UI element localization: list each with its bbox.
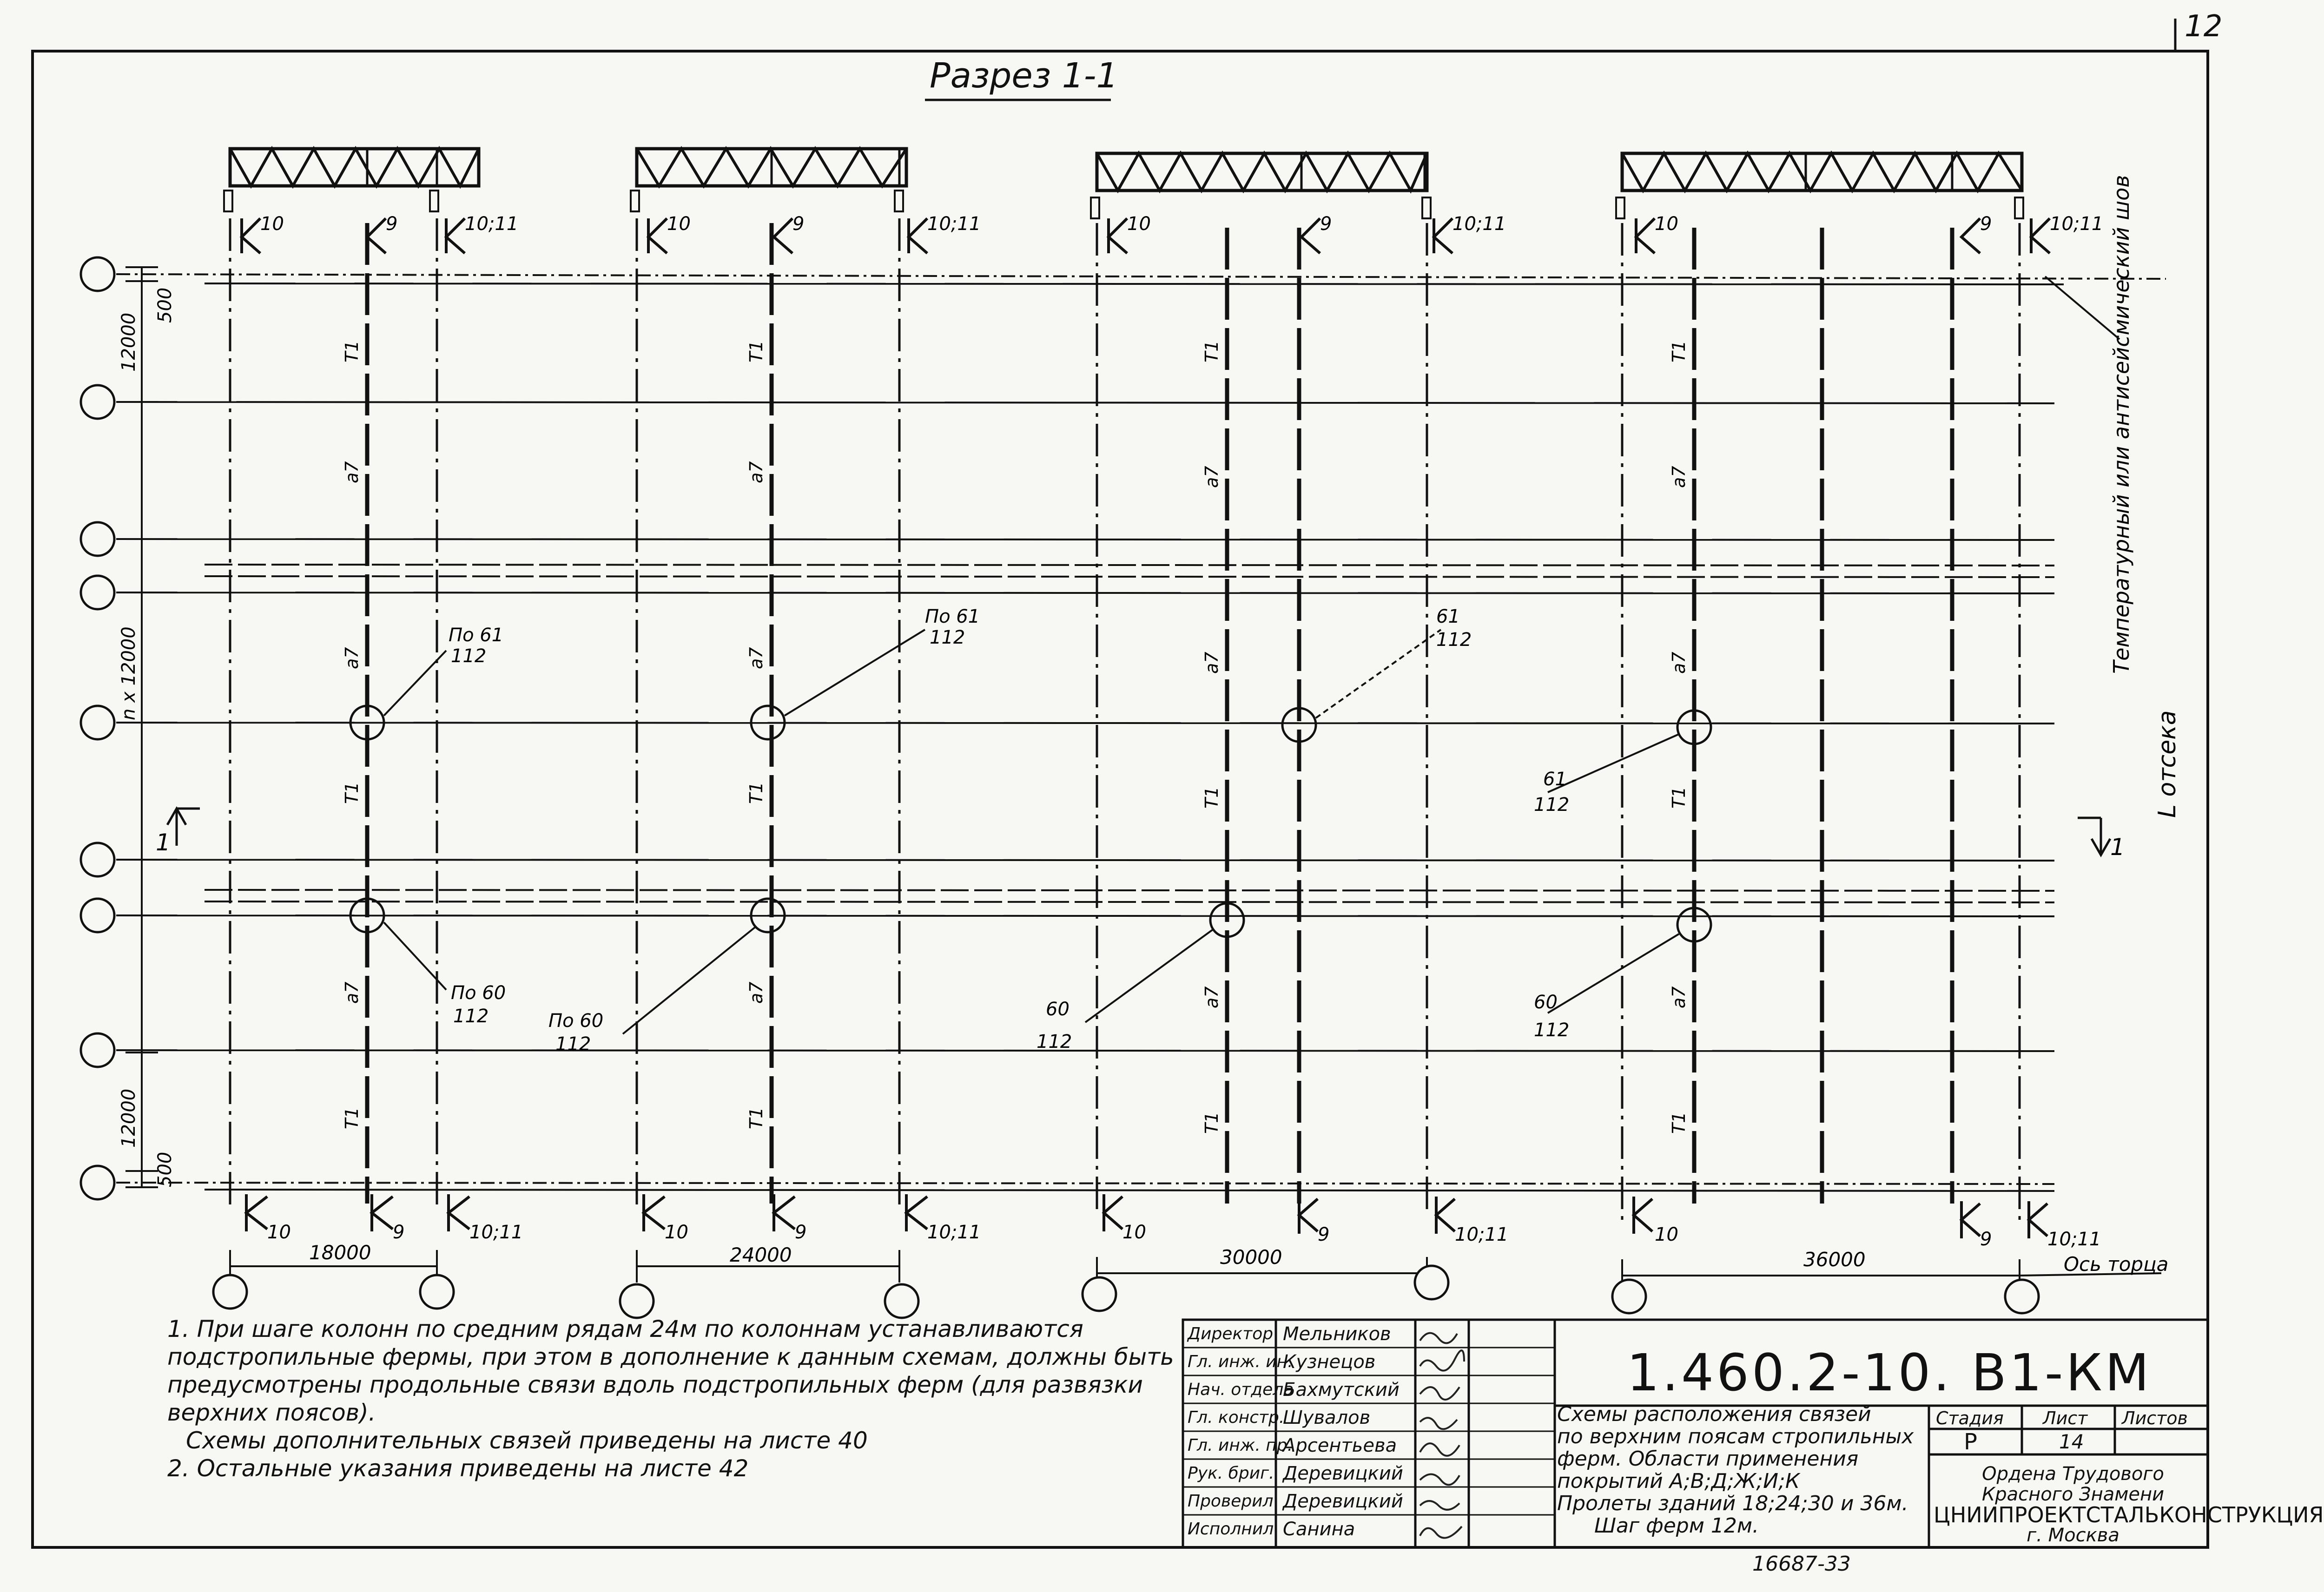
member-label: Т1 xyxy=(342,1107,362,1129)
member-label: а7 xyxy=(746,981,766,1004)
member-label: Т1 xyxy=(1202,1112,1222,1134)
dim-12000-top: 12000 xyxy=(118,312,139,372)
callout-upper-top: 61 xyxy=(1436,606,1460,627)
scheme-30000 xyxy=(1083,153,1455,1311)
role-chief-designer: Гл. констр. xyxy=(1188,1408,1285,1427)
mark-bottom: 9 xyxy=(393,1222,405,1243)
member-label: Т1 xyxy=(1669,340,1689,362)
mark-top: 10 xyxy=(1655,213,1678,235)
callout-lower-top: По 60 xyxy=(451,982,506,1004)
role-project-engineer: Гл. инж. пр. xyxy=(1188,1436,1293,1455)
dim-12000-bottom: 12000 xyxy=(118,1088,139,1148)
member-label: а7 xyxy=(1669,651,1689,674)
callout-lower-top: По 60 xyxy=(548,1010,604,1032)
name-chief-engineer: Кузнецов xyxy=(1283,1351,1376,1373)
callout-upper-top: 61 xyxy=(1543,769,1567,790)
title-block-rows xyxy=(1183,1348,1555,1515)
mark-top: 9 xyxy=(1320,213,1332,235)
span-label: 18000 xyxy=(309,1241,371,1264)
org-line-2: ЦНИИПРОЕКТСТАЛЬКОНСТРУКЦИЯ xyxy=(1934,1502,2324,1527)
member-label: а7 xyxy=(342,461,362,483)
org-line-3: г. Москва xyxy=(2027,1525,2119,1546)
stage-label: Стадия xyxy=(1936,1408,2004,1428)
member-label: а7 xyxy=(746,461,766,483)
mark-top: 9 xyxy=(386,213,398,235)
name-checked: Деревицкий xyxy=(1283,1491,1403,1512)
member-label: Т1 xyxy=(342,782,362,804)
desc-line: ферм. Области применения xyxy=(1557,1447,1859,1471)
mark-top: 9 xyxy=(792,213,805,235)
name-director: Мельников xyxy=(1283,1323,1391,1345)
mark-bottom: 10;11 xyxy=(469,1222,523,1243)
mark-bottom: 9 xyxy=(1318,1224,1330,1245)
mark-bottom: 10 xyxy=(1122,1222,1146,1243)
callout-lower-bottom: 112 xyxy=(1534,1020,1570,1041)
mark-top: 10 xyxy=(260,213,284,235)
mark-top: 9 xyxy=(1980,213,1992,235)
member-label: Т1 xyxy=(746,782,766,804)
mark-top: 10;11 xyxy=(927,213,981,235)
name-project-engineer: Арсентьева xyxy=(1283,1435,1397,1456)
note-1: 1. При шаге колонн по средним рядам 24м по колоннам устанавливаются подстропильные фермы, при этом в дополнение к данным схемам, должны быть предусмотрены продольные связи вдоль подстропильных ферм (для развязки верхних поясов). xyxy=(167,1316,1174,1426)
section-title: Разрез 1-1 xyxy=(930,56,1118,96)
mark-bottom: 9 xyxy=(1980,1229,1992,1250)
mark-bottom: 10;11 xyxy=(1455,1224,1509,1245)
row-axis-bubbles xyxy=(81,257,114,1199)
role-chief-engineer: Гл. инж. ин. xyxy=(1188,1352,1293,1371)
member-label: а7 xyxy=(1202,986,1222,1008)
name-chief-designer: Шувалов xyxy=(1283,1407,1371,1428)
document-description xyxy=(1557,1403,1929,1537)
desc-line: Схемы расположения связей xyxy=(1557,1402,1871,1426)
sheets-label: Листов xyxy=(2122,1408,2188,1428)
note-2: 2. Остальные указания приведены на листе 42 xyxy=(167,1455,749,1482)
desc-line: по верхним поясам стропильных xyxy=(1557,1425,1914,1448)
desc-line: Пролеты зданий 18;24;30 и 36м. xyxy=(1557,1492,1908,1515)
signatures xyxy=(1415,1320,1469,1547)
role-dept-head: Нач. отдела xyxy=(1188,1380,1294,1399)
truss-web xyxy=(230,149,479,186)
note-additional: Схемы дополнительных связей приведены на листе 40 xyxy=(186,1427,868,1454)
expansion-joint-label: Температурный или антисейсмический шов xyxy=(2109,175,2134,674)
section-mark-left-label: 1 xyxy=(156,829,171,856)
callout-lower-bottom: 112 xyxy=(555,1033,591,1055)
desc-line: покрытий А;В;Д;Ж;И;К xyxy=(1557,1469,1800,1493)
mark-top: 10;11 xyxy=(2050,213,2104,235)
mark-bottom: 10;11 xyxy=(927,1222,981,1243)
archive-number: 16687-33 xyxy=(1752,1552,1851,1576)
sheet-label: Лист xyxy=(2043,1408,2088,1428)
joint-leader xyxy=(2045,276,2119,339)
desc-line: Шаг ферм 12м. xyxy=(1594,1514,1759,1538)
role-team-lead: Рук. бриг. xyxy=(1188,1464,1274,1483)
callout-upper-top: По 61 xyxy=(925,606,980,627)
mark-top: 10 xyxy=(667,213,691,235)
left-dimension-chain xyxy=(125,267,158,1187)
callout-upper-bottom: 112 xyxy=(1436,629,1472,651)
sheet-value: 14 xyxy=(2059,1430,2084,1453)
org-line-1: Ордена Трудового Красного Знамени xyxy=(1981,1463,2165,1505)
member-label: Т1 xyxy=(746,1107,766,1129)
member-label: а7 xyxy=(1669,466,1689,488)
role-checked: Проверил xyxy=(1188,1492,1274,1511)
compartment-length-label: L отсека xyxy=(2153,710,2181,818)
role-performed: Исполнил xyxy=(1188,1520,1274,1539)
span-label: 36000 xyxy=(1803,1248,1866,1271)
scheme-24000 xyxy=(620,149,927,1318)
mark-top: 10;11 xyxy=(1452,213,1506,235)
axis-label: Ось торца xyxy=(2064,1253,2169,1276)
member-label: Т1 xyxy=(1669,1112,1689,1134)
stage-value: Р xyxy=(1964,1429,1977,1455)
dim-n-12000: n x 12000 xyxy=(118,626,139,720)
mark-top: 10 xyxy=(1127,213,1151,235)
role-director: Директор xyxy=(1188,1324,1274,1343)
member-label: а7 xyxy=(1202,466,1222,488)
document-code: 1.460.2-10. В1-КМ xyxy=(1627,1343,2152,1402)
member-label: а7 xyxy=(342,647,362,669)
callout-lower-top: 60 xyxy=(1534,992,1558,1013)
name-team-lead: Деревицкий xyxy=(1283,1463,1403,1484)
member-label: Т1 xyxy=(1202,786,1222,809)
member-label: Т1 xyxy=(342,340,362,362)
scheme-18000 xyxy=(213,149,479,1309)
callout-upper-bottom: 112 xyxy=(1534,794,1570,816)
name-dept-head: Бахмутский xyxy=(1283,1379,1400,1401)
mark-bottom: 10;11 xyxy=(2047,1229,2101,1250)
mark-top: 10;11 xyxy=(465,213,519,235)
mark-bottom: 10 xyxy=(267,1222,291,1243)
scheme-36000 xyxy=(1548,153,2161,1313)
section-mark-right xyxy=(2078,818,2110,855)
member-label: Т1 xyxy=(746,340,766,362)
callout-lower-bottom: 112 xyxy=(453,1006,489,1027)
member-label: Т1 xyxy=(1202,340,1222,362)
organization xyxy=(1934,1463,2324,1546)
dim-500-top: 500 xyxy=(154,287,176,323)
member-label: а7 xyxy=(342,981,362,1004)
member-label: Т1 xyxy=(1669,786,1689,809)
general-notes xyxy=(167,1315,1190,1482)
callout-upper-bottom: 112 xyxy=(451,645,487,667)
mark-bottom: 10 xyxy=(1655,1224,1678,1245)
member-label: а7 xyxy=(1202,651,1222,674)
callout-upper-bottom: 112 xyxy=(930,627,965,648)
dim-500-bottom: 500 xyxy=(154,1151,176,1187)
section-mark-right-label: 1 xyxy=(2110,834,2125,861)
span-label: 24000 xyxy=(730,1243,792,1266)
member-label: а7 xyxy=(746,647,766,669)
callout-lower-top: 60 xyxy=(1046,999,1070,1020)
purlin-lines xyxy=(116,274,2166,1191)
callout-lower-bottom: 112 xyxy=(1037,1031,1072,1053)
section-mark-left xyxy=(167,809,200,846)
span-label: 30000 xyxy=(1220,1246,1282,1269)
callout-upper-top: По 61 xyxy=(449,625,504,646)
name-performed: Санина xyxy=(1283,1519,1355,1540)
mark-bottom: 9 xyxy=(795,1222,807,1243)
mark-bottom: 10 xyxy=(665,1222,688,1243)
member-label: а7 xyxy=(1669,986,1689,1008)
page-number: 12 xyxy=(2185,9,2223,44)
